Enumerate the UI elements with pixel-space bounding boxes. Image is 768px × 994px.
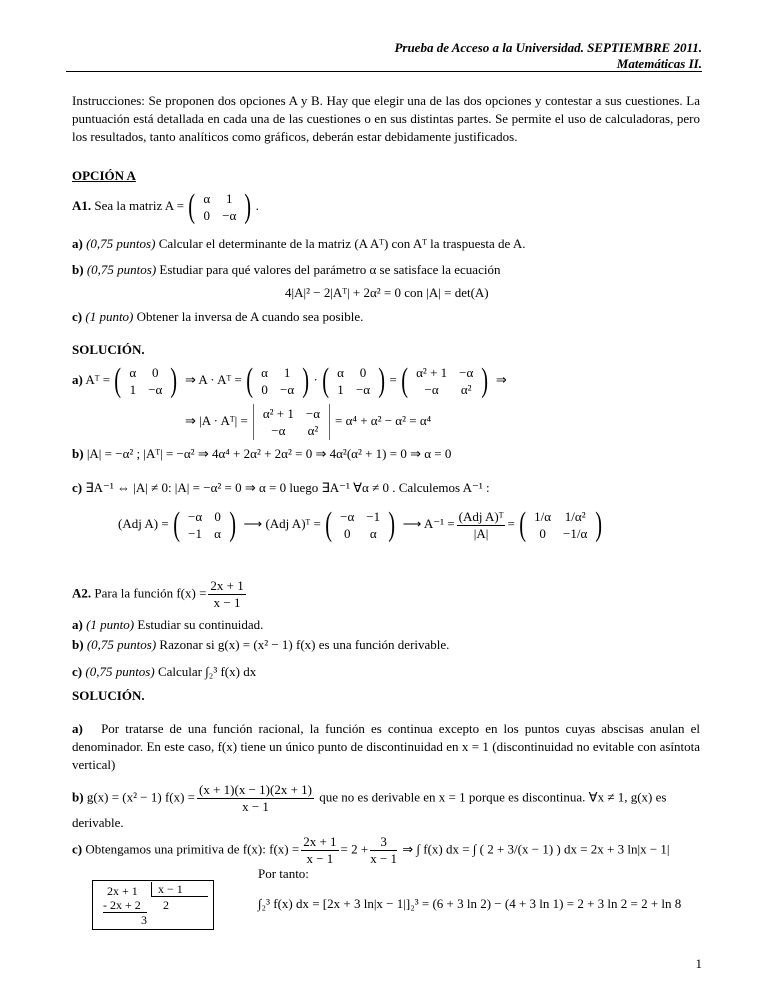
sol1-c: c) ∃A⁻¹ ⇔ |A| ≠ 0: |A| = −α² = 0 ⇒ α = 0 luego ∃A⁻¹ ∀α ≠ 0 . Calculemos A⁻¹ : xyxy=(72,480,490,495)
header-rule xyxy=(66,71,702,72)
a1-equation: 4|A|² − 2|Aᵀ| + 2α² = 0 con |A| = det(A) xyxy=(285,285,489,300)
a2-part-c: c) (0,75 puntos) Calcular ∫₂³ f(x) dx xyxy=(72,664,257,679)
sol2-result: ∫₂³ f(x) dx = [2x + 3 ln|x − 1|]₂³ = (6 + 3 ln 2) − (4 + 3 ln 1) = 2 + 3 ln 2 = 2 + ln 8 xyxy=(258,896,682,911)
option-title: OPCIÓN A xyxy=(72,168,136,183)
a2-statement: A2. Para la función f(x) = $\frac{2x + 1}{x - 1}$ xyxy=(72,578,244,610)
matrix: ( α² + 1 −α −α α² ) xyxy=(401,362,489,399)
a1-part-b: b) (0,75 puntos) Estudiar para qué valores del parámetro α se satisface la ecuación xyxy=(72,262,501,277)
sol2-a: a) Por tratarse de una función racional, la función es continua excepto en los puntos cuyas abscisas anulan el denominador. En este caso, f(x) tiene un único punto de discontinuidad en x = 1 (discontinuidad no evitable con asíntota vertical) xyxy=(72,721,701,772)
matrix: ( α 0 1 −α ) xyxy=(114,362,178,399)
polynomial-division-box: 2x + 1 x − 1 - 2x + 2 2 3 xyxy=(92,880,214,930)
matrix: ( 1/α 1/α² 0 −1/α ) xyxy=(519,506,603,543)
matrix: ( α 1 0 −α ) xyxy=(188,188,252,225)
sol2-b-cont: derivable. xyxy=(72,815,124,830)
header-subject: Matemáticas II. xyxy=(616,56,702,71)
a1-part-c: c) (1 punto) Obtener la inversa de A cuando sea posible. xyxy=(72,309,364,324)
a2-part-a: a) (1 punto) Estudiar su continuidad. xyxy=(72,617,264,632)
a2-part-b: b) (0,75 puntos) Razonar si g(x) = (x² − 1) f(x) es una función derivable. xyxy=(72,637,450,652)
sol1-b: b) |A| = −α² ; |Aᵀ| = −α² ⇒ 4α⁴ + 2α² + 2α² = 0 ⇒ 4α²(α² + 1) = 0 ⇒ α = 0 xyxy=(72,446,452,461)
header-title: Prueba de Acceso a la Universidad. SEPTIEMBRE 2011. xyxy=(394,40,702,55)
page-number: 1 xyxy=(695,956,702,971)
matrix: α² + 1 −α −α α² xyxy=(262,406,321,438)
matrix: ( α 0 1 −α ) xyxy=(322,362,386,399)
sol1-a-line1: a) Aᵀ = ( α 0 1 −α ) ⇒ A · Aᵀ = ( α 1 0 −α ) · ( α 0 1 −α ) = ( α² + 1 −α −α α² ) ⇒ xyxy=(72,362,507,399)
solution2-title: SOLUCIÓN. xyxy=(72,688,145,703)
a1-statement: A1. Sea la matriz A = ( α 1 0 −α ) . xyxy=(72,188,259,225)
a1-part-a: a) (0,75 puntos) Calcular el determinante de la matriz (A Aᵀ) con Aᵀ la traspuesta de A. xyxy=(72,236,526,251)
por-tanto: Por tanto: xyxy=(258,866,309,881)
instructions: Instrucciones: Se proponen dos opciones A y B. Hay que elegir una de las dos opciones y contestar a sus cuestiones. La puntuación está detallada en cada una de las cuestiones o en sus distintas partes. Se permite el uso de calculadoras, pero los resultados, tanto analíticos como gráficos, deberán estar debidamente justificados. xyxy=(72,93,700,144)
matrix: ( −α −1 0 α ) xyxy=(325,506,396,543)
sol1-a-line2: ⇒ |A · Aᵀ| = α² + 1 −α −α α² = α⁴ + α² − α² = α⁴ xyxy=(185,406,432,438)
matrix: ( −α 0 −1 α ) xyxy=(172,506,237,543)
sol2-b: b) g(x) = (x² − 1) f(x) = $\frac{(x + 1)(x - 1)(2x + 1)}{x - 1}$ que no es derivable en x = 1 porque es discontinua. ∀x ≠ 1, g(x) es xyxy=(72,782,667,814)
sol1-inverse: (Adj A) = ( −α 0 −1 α ) ⟶ (Adj A)ᵀ = ( −α −1 0 α ) ⟶ A⁻¹ = $\frac{\text{(Adj A)ᵀ}}{|A|}$ = ( 1/α 1/α² 0 −1/α ) xyxy=(118,508,607,542)
solution1-title: SOLUCIÓN. xyxy=(72,342,145,357)
sol2-c: c) Obtengamos una primitiva de f(x): f(x) = $\frac{2x + 1}{x - 1}$ = 2 + $\frac{3}{x - 1}$ ⇒ ∫ f(x) dx = ∫ ( 2 + 3/(x − 1) ) dx = 2x + 3 ln|x − 1| xyxy=(72,834,670,866)
matrix: ( α 1 0 −α ) xyxy=(246,362,310,399)
